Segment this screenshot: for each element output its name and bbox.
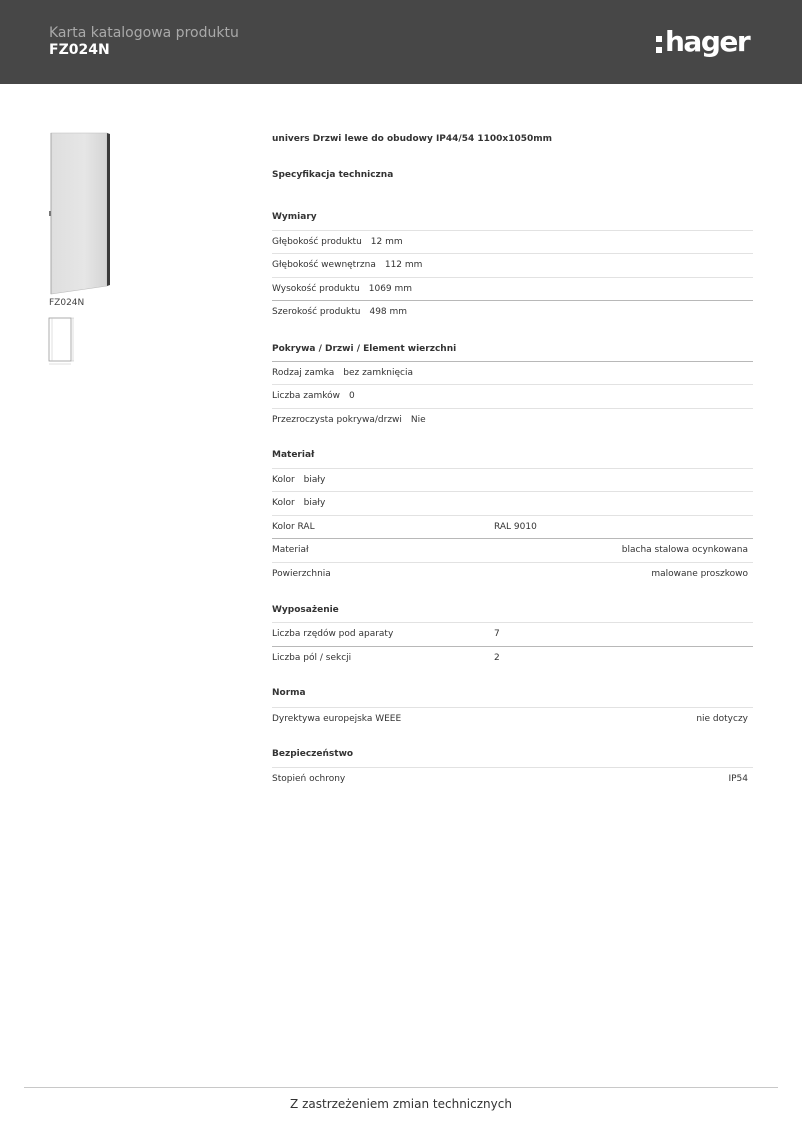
spec-row xyxy=(272,515,753,538)
product-code: FZ024N xyxy=(49,42,110,58)
spec-label: Rodzaj zamka xyxy=(272,368,335,378)
spec-heading: Specyfikacja techniczna xyxy=(272,170,394,180)
spec-value: 1069 mm xyxy=(368,284,413,294)
spec-value: 12 mm xyxy=(370,237,403,247)
spec-value: RAL 9010 xyxy=(494,522,537,532)
product-photo xyxy=(48,131,112,297)
technical-drawing xyxy=(47,316,75,366)
page-header xyxy=(0,0,802,84)
spec-row xyxy=(272,277,753,300)
spec-row xyxy=(272,491,753,514)
spec-label: Kolor RAL xyxy=(272,522,315,532)
spec-label: Stopień ochrony xyxy=(272,774,346,784)
logo-colon-icon xyxy=(656,36,662,53)
hager-logo xyxy=(656,22,749,62)
spec-value: 2 xyxy=(494,653,500,663)
spec-row xyxy=(272,562,753,585)
spec-value: biały xyxy=(303,475,326,485)
spec-row xyxy=(272,253,753,276)
footer-note: Z zastrzeżeniem zmian technicznych xyxy=(290,1097,512,1111)
spec-label: Głębokość wewnętrzna xyxy=(272,260,376,270)
document-type: Karta katalogowa produktu xyxy=(49,25,239,41)
spec-row xyxy=(272,538,753,561)
image-caption: FZ024N xyxy=(49,298,85,308)
section-title-pokrywa: Pokrywa / Drzwi / Element wierzchni xyxy=(272,344,457,354)
spec-row xyxy=(272,707,753,730)
spec-row xyxy=(272,622,753,645)
spec-row xyxy=(272,361,753,384)
spec-label: Wysokość produktu xyxy=(272,284,360,294)
spec-label: Przezroczysta pokrywa/drzwi xyxy=(272,415,402,425)
spec-value: IP54 xyxy=(728,774,748,784)
spec-label: Liczba rzędów pod aparaty xyxy=(272,629,394,639)
spec-label: Liczba pól / sekcji xyxy=(272,653,352,663)
spec-row xyxy=(272,384,753,407)
spec-row xyxy=(272,408,753,431)
spec-value: blacha stalowa ocynkowana xyxy=(621,545,748,555)
spec-value: malowane proszkowo xyxy=(651,569,748,579)
spec-label: Liczba zamków xyxy=(272,391,341,401)
spec-label: Kolor xyxy=(272,475,295,485)
spec-row xyxy=(272,230,753,253)
product-title: univers Drzwi lewe do obudowy IP44/54 1100x1050mm xyxy=(272,134,553,144)
section-title-wyposazenie: Wyposażenie xyxy=(272,605,339,615)
spec-value: Nie xyxy=(410,415,426,425)
spec-row xyxy=(272,767,753,790)
spec-label: Kolor xyxy=(272,498,295,508)
spec-label: Dyrektywa europejska WEEE xyxy=(272,714,402,724)
spec-value: 7 xyxy=(494,629,500,639)
footer-divider xyxy=(24,1087,778,1088)
section-title-wymiary: Wymiary xyxy=(272,212,317,222)
spec-value: biały xyxy=(303,498,326,508)
section-title-material: Materiał xyxy=(272,450,315,460)
logo-text: hager xyxy=(665,25,750,58)
spec-row xyxy=(272,300,753,323)
spec-value: bez zamknięcia xyxy=(343,368,414,378)
spec-row xyxy=(272,468,753,491)
spec-label: Powierzchnia xyxy=(272,569,331,579)
spec-value: 498 mm xyxy=(369,307,408,317)
spec-row xyxy=(272,646,753,669)
spec-value: 0 xyxy=(349,391,355,401)
spec-value: 112 mm xyxy=(384,260,423,270)
spec-value: nie dotyczy xyxy=(696,714,748,724)
spec-label: Głębokość produktu xyxy=(272,237,362,247)
spec-label: Materiał xyxy=(272,545,309,555)
spec-label: Szerokość produktu xyxy=(272,307,361,317)
section-title-norma: Norma xyxy=(272,688,306,698)
section-title-bezpieczenstwo: Bezpieczeństwo xyxy=(272,749,354,759)
